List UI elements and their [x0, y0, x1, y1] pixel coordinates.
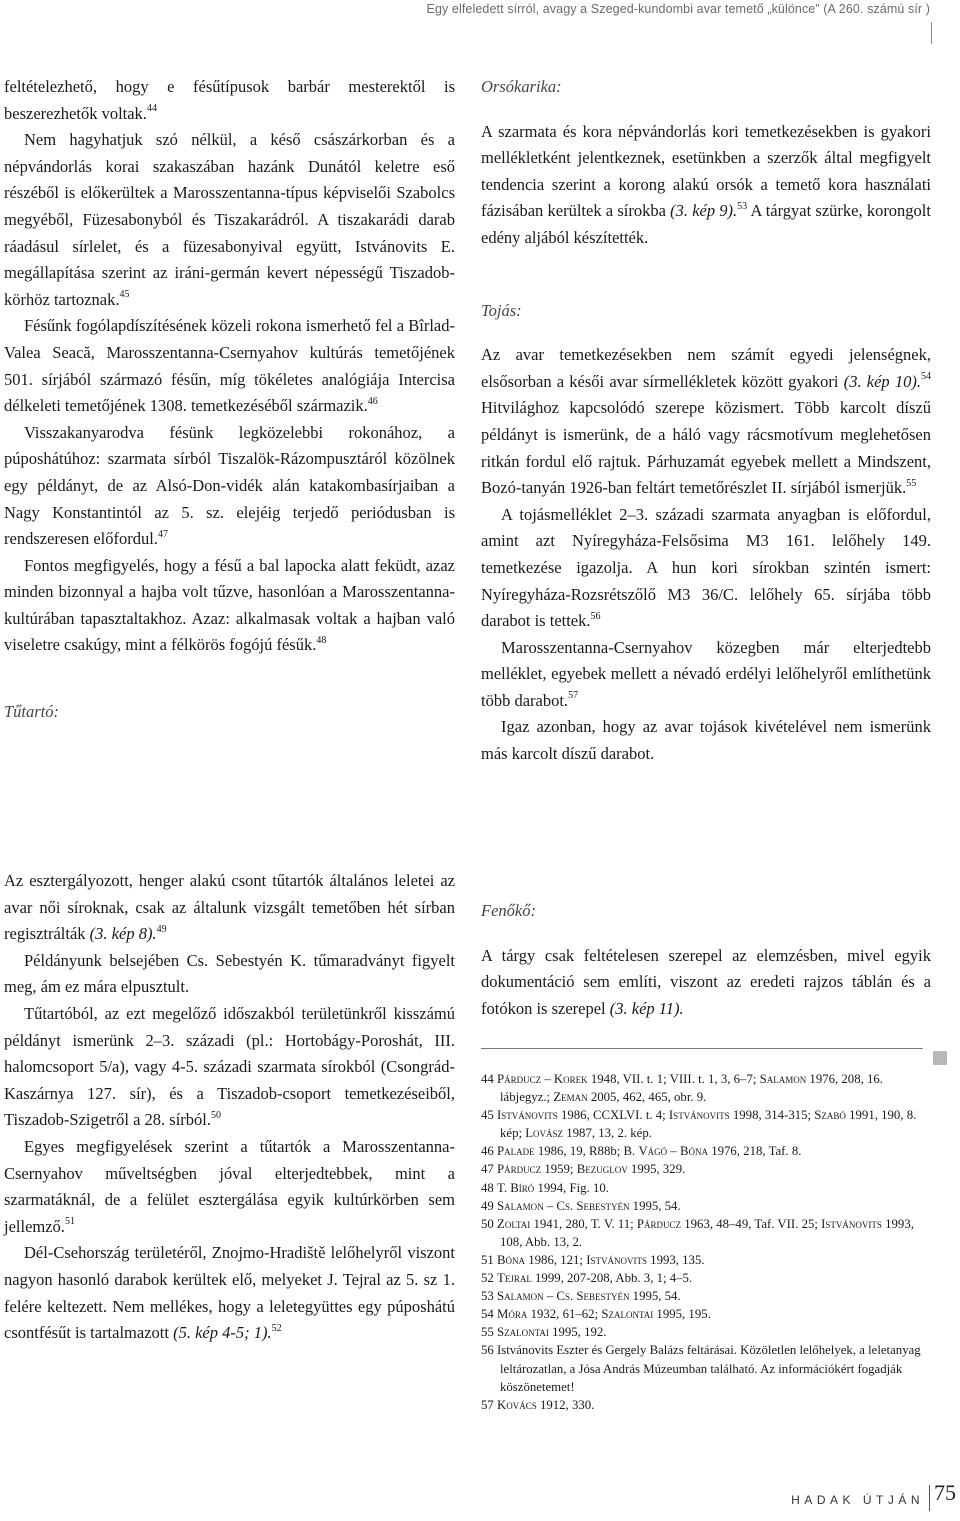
paragraph: A tárgy csak feltételesen szerepel az elemzésben, mivel egyik dokumentáció sem említi, viszont az eredeti rajzos táblán és a fotókon is szerepel (3. kép 11). — [481, 945, 931, 1018]
right-column-top — [481, 74, 931, 768]
footer-rule — [929, 1485, 930, 1511]
section-heading-fenoko: Fenőkő: — [481, 901, 536, 920]
footnote: 52 Tejral 1999, 207-208, Abb. 3, 1; 4–5. — [481, 1271, 693, 1286]
paragraph: Fésűnk fogólapdíszítésének közeli rokona ismerhető fel a Bîrlad-Valea Seacă, Marosszentanna-Csernyahov kultúrás temetőjének 501. sírjából származó fésűn, míg tökéletes analógiája Intercisa délkeleti temetőjének 1308. temetkezéséből származik.$^{46}$ — [4, 316, 455, 416]
paragraph: Tűtartóból, az ezt megelőző időszakból területünkről kisszámú példányt ismerünk 2–3. századi (pl.: Hortobágy-Poroshát, III. halomcsoport 5/a), vagy 4-5. századi szarmata sírokból (Csongrád-Kaszárnya 127. sír), és a Tiszadob-csoport temetkezéseiből, Tiszadob-Szigetről a 28. sírból.$^{50}$ — [4, 1003, 455, 1130]
footnote: 45 Istvánovits 1986, CCXLVI. t. 4; Istvánovits 1998, 314-315; Szabó 1991, 190, 8. kép; Lovász 1987, 13, 2. kép. — [481, 1108, 917, 1141]
page-number: 75 — [934, 1480, 956, 1505]
footnote: 54 Móra 1932, 61–62; Szalontai 1995, 195. — [481, 1307, 711, 1322]
footnote: 47 Párducz 1959; Bezuglov 1995, 329. — [481, 1162, 686, 1177]
paragraph: Egyes megfigyelések szerint a tűtartók a Marosszentanna-Csernyahov műveltségben jóval elterjedtebbek, mint a szarmatáknál, de a felület esztergálása egyik kultúrkörben sem jellemző.$^{51}$ — [4, 1136, 455, 1236]
paragraph: Az avar temetkezésekben nem számít egyedi jelenségnek, elsősorban a késői avar sírmellékletek között gyakori (3. kép 10).$^{54}$ Hitvilághoz kapcsolódó szerepe közismert. Több karcolt díszű példányt is ismerünk, de a háló vagy rácsmotívum meglehetősen ritkán fordul elő rajtuk. Párhuzamát egyebek mellett a Mindszent, Bozó-tanyán 1926-ban feltárt temetőrészlet II. sírjából ismerjük.$^{55}$ — [481, 345, 932, 498]
section-heading-tutarto: Tűtartó: — [4, 702, 60, 722]
paragraph: feltételezhető, hogy e fésűtípusok barbár mesterektől is beszerezhetők voltak.$^{44}$ — [4, 77, 455, 123]
paragraph: Nem hagyhatjuk szó nélkül, a késő császárkorban és a népvándorlás korai szakaszában hazánk Dunától keletre eső részéből is előkerültek a Marosszentanna-típus képviselői Szabolcs megyéből, Füzesabonyból és Tiszakarádról. A tiszakarádi darab ráadásul sírlelet, és a füzesabonyival együtt, Istvánovits E. megállapítása szerint az iráni-germán kevert népességű Tiszadob-körhöz tartoznak.$^{45}$ — [4, 130, 455, 309]
footnote: 56 Istvánovits Eszter és Gergely Balázs feltárásai. Közöletlen lelőhelyek, a leletanyag leltározatlan, a Jósa András Múzeumban található. Az információkért fogadják köszönetemet! — [481, 1343, 921, 1394]
left-column-top — [4, 74, 455, 726]
paragraph: Fontos megfigyelés, hogy a fésű a bal lapocka alatt feküdt, azaz minden bizonnyal a hajba volt tűzve, hasonlóan a Marosszentanna-kultúrában tapasztaltakhoz. Azaz: alkalmasak voltak a hajban való viseletre csakúgy, mint a félkörös fogójú fésűk.$^{48}$ — [4, 555, 455, 655]
paragraph: Dél-Csehország területéről, Znojmo-Hradiště lelőhelyről viszont nagyon hasonló darabok kerültek elő, melyeket J. Tejral az 5. sz 1. felére keltezett. Nem mellékes, hogy a leletegyüttes egy púposhátú csontfésűt is tartalmazott (5. kép 4-5; 1).$^{52}$ — [4, 1243, 455, 1343]
footnotes — [481, 1070, 931, 1414]
left-column-bottom — [4, 868, 455, 1347]
journal-title: HADAK ÚTJÁN — [791, 1493, 924, 1507]
paragraph: Igaz azonban, hogy az avar tojások kivételével nem ismerünk más karcolt díszű darabot. — [481, 717, 931, 764]
paragraph: A tojásmelléklet 2–3. századi szarmata anyagban is előfordul, amint azt Nyíregyháza-Felsősima M3 161. lelőhely 149. temetkezése igazolja. A hun kori sírokban szintén ismert: Nyíregyháza-Rozsrétszőlő M3 36/C. lelőhely 65. sírjába több darabot is tettek.$^{56}$ — [481, 504, 931, 631]
section-heading-orsokarika: Orsókarika: — [481, 77, 562, 96]
footnote: 50 Zoltai 1941, 280, T. V. 11; Párducz 1963, 48–49, Taf. VII. 25; Istvánovits 1993, 108, Abb. 13, 2. — [481, 1216, 914, 1249]
footnote: 44 Párducz – Korek 1948, VII. t. 1; VIII. t. 1, 3, 6–7; Salamon 1976, 208, 16. lábjegyz.; Zeman 2005, 462, 465, obr. 9. — [481, 1072, 883, 1105]
paragraph: Marosszentanna-Csernyahov közegben már elterjedtebb melléklet, egyebek mellett a névadó erdélyi lelőhelyről említhetünk több darabot.$^{57}$ — [481, 637, 931, 710]
footnote: 49 Salamon – Cs. Sebestyén 1995, 54. — [481, 1198, 681, 1213]
footnote-marker-square — [933, 1051, 947, 1065]
footnote-divider — [481, 1048, 923, 1049]
footnote: 53 Salamon – Cs. Sebestyén 1995, 54. — [481, 1289, 681, 1304]
right-column-bottom — [481, 898, 931, 1022]
paragraph: Visszakanyarodva fésünk legközelebbi rokonához, a púposhátúhoz: szarmata sírból Tiszalök-Rázompusztáról közölnek egy példányt, de az Alsó-Don-vidék alán katakombasírjaiban a Nagy Konstantintól az 5. sz. elejéig terjedő periódusban is rendszeresen előfordul.$^{47}$ — [4, 422, 455, 549]
footnote: 51 Bóna 1986, 121; Istvánovits 1993, 135. — [481, 1252, 705, 1267]
paragraph: Példányunk belsejében Cs. Sebestyén K. tűmaradványt figyelt meg, ám ez mára elpusztult. — [4, 950, 455, 997]
footnote: 57 Kovács 1912, 330. — [481, 1397, 595, 1412]
paragraph: A szarmata és kora népvándorlás kori temetkezésekben is gyakori mellékletként jelentkeznek, esetünkben a szerzők által megfigyelt tendencia szerint a korong alakú orsók a temető kora használati fázisában kerültek a sírokba (3. kép 9).$^{53}$ A tárgyat szürke, korongolt edény aljából készítették. — [481, 121, 931, 247]
footnote: 48 T. Bíró 1994, Fig. 10. — [481, 1180, 609, 1195]
header-rule — [931, 22, 932, 44]
footnote: 55 Szalontai 1995, 192. — [481, 1325, 607, 1340]
paragraph: Az esztergályozott, henger alakú csont tűtartók általános leletei az avar női síroknak, csak az általunk vizsgált temetőben hét sírban regisztrálták (3. kép 8).$^{49}$ — [4, 871, 455, 944]
footnote: 46 Palade 1986, 19, R88b; B. Vágó – Bóna 1976, 218, Taf. 8. — [481, 1144, 802, 1159]
section-heading-tojas: Tojás: — [481, 300, 522, 320]
running-head: Egy elfeledett sírról, avagy a Szeged-kundombi avar temető „különce” (A 260. számú sír ) — [426, 2, 930, 16]
